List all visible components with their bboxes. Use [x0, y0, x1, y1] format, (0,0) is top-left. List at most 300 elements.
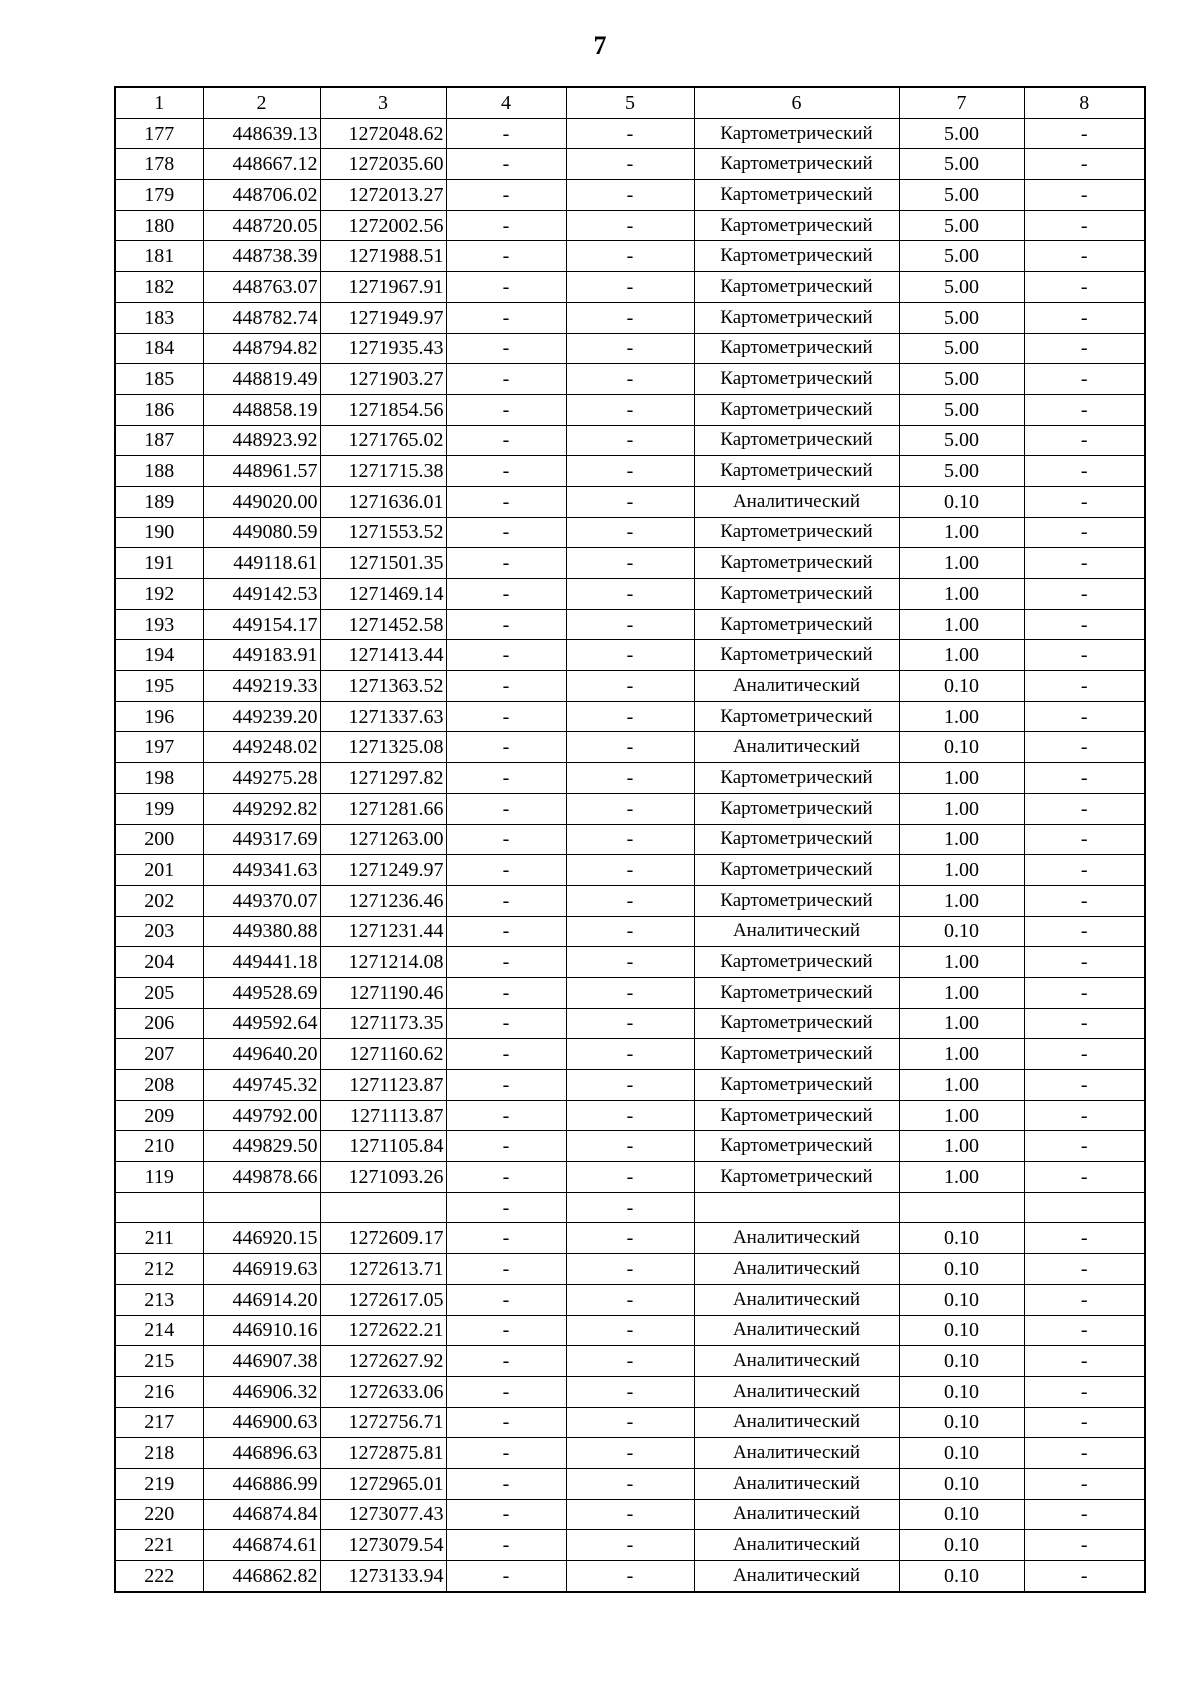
- table-row: [115, 824, 1145, 855]
- column-8-cell: -: [1024, 486, 1145, 517]
- x-coordinate-cell: 448782.74: [203, 302, 320, 333]
- x-coordinate-cell: 449640.20: [203, 1039, 320, 1070]
- method-cell: Картометрический: [694, 1008, 899, 1039]
- table-row: [115, 1376, 1145, 1407]
- point-number-cell: 212: [115, 1254, 203, 1285]
- column-8-cell: -: [1024, 364, 1145, 395]
- column-5-cell: -: [566, 118, 694, 149]
- column-4-cell: -: [446, 548, 566, 579]
- method-cell: Аналитический: [694, 1499, 899, 1530]
- table-row: [115, 548, 1145, 579]
- accuracy-cell: 1.00: [899, 855, 1024, 886]
- point-number-cell: 221: [115, 1530, 203, 1561]
- x-coordinate-cell: 449020.00: [203, 486, 320, 517]
- point-number-cell: 206: [115, 1008, 203, 1039]
- x-coordinate-cell: 446920.15: [203, 1223, 320, 1254]
- method-cell: Аналитический: [694, 671, 899, 702]
- column-5-cell: -: [566, 640, 694, 671]
- accuracy-cell: 0.10: [899, 1315, 1024, 1346]
- column-8-cell: -: [1024, 609, 1145, 640]
- column-5-cell: -: [566, 1530, 694, 1561]
- accuracy-cell: 1.00: [899, 640, 1024, 671]
- x-coordinate-cell: [203, 1192, 320, 1223]
- point-number-cell: 192: [115, 579, 203, 610]
- y-coordinate-cell: 1273133.94: [320, 1561, 446, 1592]
- x-coordinate-cell: 448720.05: [203, 210, 320, 241]
- column-4-cell: -: [446, 394, 566, 425]
- y-coordinate-cell: 1271105.84: [320, 1131, 446, 1162]
- column-4-cell: -: [446, 1468, 566, 1499]
- column-header-6: 6: [694, 87, 899, 118]
- column-8-cell: -: [1024, 947, 1145, 978]
- x-coordinate-cell: 449380.88: [203, 916, 320, 947]
- column-5-cell: -: [566, 364, 694, 395]
- method-cell: Аналитический: [694, 916, 899, 947]
- x-coordinate-cell: 448923.92: [203, 425, 320, 456]
- method-cell: Картометрический: [694, 855, 899, 886]
- table-row: [115, 149, 1145, 180]
- column-4-cell: -: [446, 1499, 566, 1530]
- x-coordinate-cell: 448667.12: [203, 149, 320, 180]
- point-number-cell: 199: [115, 793, 203, 824]
- column-4-cell: -: [446, 118, 566, 149]
- column-8-cell: -: [1024, 885, 1145, 916]
- y-coordinate-cell: 1271553.52: [320, 517, 446, 548]
- table-body: [115, 118, 1145, 1592]
- column-header-7: 7: [899, 87, 1024, 118]
- point-number-cell: 184: [115, 333, 203, 364]
- table-row: [115, 609, 1145, 640]
- column-4-cell: -: [446, 180, 566, 211]
- column-5-cell: -: [566, 1407, 694, 1438]
- point-number-cell: 188: [115, 456, 203, 487]
- y-coordinate-cell: 1271231.44: [320, 916, 446, 947]
- column-8-cell: -: [1024, 701, 1145, 732]
- column-8-cell: -: [1024, 333, 1145, 364]
- x-coordinate-cell: 448639.13: [203, 118, 320, 149]
- column-8-cell: -: [1024, 763, 1145, 794]
- accuracy-cell: 1.00: [899, 548, 1024, 579]
- point-number-cell: 217: [115, 1407, 203, 1438]
- column-8-cell: -: [1024, 1315, 1145, 1346]
- column-8-cell: -: [1024, 1284, 1145, 1315]
- column-4-cell: -: [446, 1131, 566, 1162]
- accuracy-cell: 0.10: [899, 1530, 1024, 1561]
- x-coordinate-cell: 449292.82: [203, 793, 320, 824]
- column-4-cell: -: [446, 793, 566, 824]
- point-number-cell: 204: [115, 947, 203, 978]
- accuracy-cell: 5.00: [899, 394, 1024, 425]
- column-8-cell: -: [1024, 1346, 1145, 1377]
- x-coordinate-cell: 449745.32: [203, 1070, 320, 1101]
- column-4-cell: -: [446, 609, 566, 640]
- point-number-cell: 198: [115, 763, 203, 794]
- method-cell: [694, 1192, 899, 1223]
- column-header-5: 5: [566, 87, 694, 118]
- column-8-cell: -: [1024, 302, 1145, 333]
- point-number-cell: 182: [115, 272, 203, 303]
- y-coordinate-cell: 1271113.87: [320, 1100, 446, 1131]
- point-number-cell: 181: [115, 241, 203, 272]
- column-5-cell: -: [566, 302, 694, 333]
- accuracy-cell: 5.00: [899, 425, 1024, 456]
- column-4-cell: -: [446, 1561, 566, 1592]
- accuracy-cell: 1.00: [899, 1162, 1024, 1193]
- column-8-cell: -: [1024, 394, 1145, 425]
- column-8-cell: -: [1024, 1008, 1145, 1039]
- accuracy-cell: 0.10: [899, 1254, 1024, 1285]
- y-coordinate-cell: 1271967.91: [320, 272, 446, 303]
- column-4-cell: -: [446, 977, 566, 1008]
- x-coordinate-cell: 448706.02: [203, 180, 320, 211]
- y-coordinate-cell: 1271452.58: [320, 609, 446, 640]
- column-4-cell: -: [446, 885, 566, 916]
- accuracy-cell: 0.10: [899, 671, 1024, 702]
- method-cell: Аналитический: [694, 1254, 899, 1285]
- y-coordinate-cell: 1272627.92: [320, 1346, 446, 1377]
- column-5-cell: -: [566, 486, 694, 517]
- point-number-cell: 201: [115, 855, 203, 886]
- point-number-cell: 210: [115, 1131, 203, 1162]
- column-4-cell: -: [446, 1162, 566, 1193]
- point-number-cell: 187: [115, 425, 203, 456]
- x-coordinate-cell: 448794.82: [203, 333, 320, 364]
- table-row: [115, 364, 1145, 395]
- point-number-cell: 209: [115, 1100, 203, 1131]
- x-coordinate-cell: 446906.32: [203, 1376, 320, 1407]
- column-header-2: 2: [203, 87, 320, 118]
- method-cell: Аналитический: [694, 1315, 899, 1346]
- x-coordinate-cell: 449792.00: [203, 1100, 320, 1131]
- x-coordinate-cell: 449592.64: [203, 1008, 320, 1039]
- method-cell: Картометрический: [694, 180, 899, 211]
- column-5-cell: -: [566, 548, 694, 579]
- column-8-cell: -: [1024, 1407, 1145, 1438]
- y-coordinate-cell: 1272035.60: [320, 149, 446, 180]
- method-cell: Картометрический: [694, 1131, 899, 1162]
- column-5-cell: -: [566, 394, 694, 425]
- column-header-1: 1: [115, 87, 203, 118]
- x-coordinate-cell: 448819.49: [203, 364, 320, 395]
- y-coordinate-cell: 1271636.01: [320, 486, 446, 517]
- column-4-cell: -: [446, 824, 566, 855]
- column-5-cell: -: [566, 916, 694, 947]
- point-number-cell: 216: [115, 1376, 203, 1407]
- y-coordinate-cell: 1271249.97: [320, 855, 446, 886]
- column-4-cell: -: [446, 1407, 566, 1438]
- accuracy-cell: 1.00: [899, 517, 1024, 548]
- x-coordinate-cell: 449183.91: [203, 640, 320, 671]
- table-row: [115, 793, 1145, 824]
- x-coordinate-cell: 449154.17: [203, 609, 320, 640]
- table-row: [115, 1039, 1145, 1070]
- table-row: [115, 1223, 1145, 1254]
- x-coordinate-cell: 446886.99: [203, 1468, 320, 1499]
- y-coordinate-cell: 1271903.27: [320, 364, 446, 395]
- x-coordinate-cell: 449080.59: [203, 517, 320, 548]
- table-row: [115, 1530, 1145, 1561]
- column-8-cell: -: [1024, 1376, 1145, 1407]
- method-cell: Картометрический: [694, 640, 899, 671]
- column-5-cell: -: [566, 272, 694, 303]
- column-4-cell: -: [446, 210, 566, 241]
- point-number-cell: [115, 1192, 203, 1223]
- accuracy-cell: 1.00: [899, 1131, 1024, 1162]
- column-4-cell: -: [446, 1008, 566, 1039]
- column-5-cell: -: [566, 701, 694, 732]
- method-cell: Картометрический: [694, 302, 899, 333]
- column-4-cell: -: [446, 1254, 566, 1285]
- table-row: [115, 1192, 1145, 1223]
- column-8-cell: -: [1024, 1223, 1145, 1254]
- column-8-cell: -: [1024, 118, 1145, 149]
- y-coordinate-cell: 1272002.56: [320, 210, 446, 241]
- table-row: [115, 1346, 1145, 1377]
- column-4-cell: -: [446, 486, 566, 517]
- table-row: [115, 1284, 1145, 1315]
- y-coordinate-cell: 1271123.87: [320, 1070, 446, 1101]
- column-5-cell: -: [566, 855, 694, 886]
- x-coordinate-cell: 448961.57: [203, 456, 320, 487]
- x-coordinate-cell: 446907.38: [203, 1346, 320, 1377]
- column-8-cell: -: [1024, 1530, 1145, 1561]
- accuracy-cell: 1.00: [899, 1100, 1024, 1131]
- column-5-cell: -: [566, 885, 694, 916]
- column-5-cell: -: [566, 1223, 694, 1254]
- accuracy-cell: 5.00: [899, 118, 1024, 149]
- x-coordinate-cell: 449341.63: [203, 855, 320, 886]
- y-coordinate-cell: 1271214.08: [320, 947, 446, 978]
- method-cell: Аналитический: [694, 1284, 899, 1315]
- column-8-cell: -: [1024, 548, 1145, 579]
- method-cell: Картометрический: [694, 364, 899, 395]
- column-8-cell: -: [1024, 241, 1145, 272]
- column-4-cell: -: [446, 1284, 566, 1315]
- y-coordinate-cell: 1271236.46: [320, 885, 446, 916]
- column-5-cell: -: [566, 763, 694, 794]
- method-cell: Аналитический: [694, 1346, 899, 1377]
- accuracy-cell: 5.00: [899, 272, 1024, 303]
- column-5-cell: -: [566, 1162, 694, 1193]
- column-8-cell: -: [1024, 180, 1145, 211]
- method-cell: Картометрический: [694, 1039, 899, 1070]
- column-5-cell: -: [566, 456, 694, 487]
- column-4-cell: -: [446, 333, 566, 364]
- accuracy-cell: 0.10: [899, 1561, 1024, 1592]
- y-coordinate-cell: [320, 1192, 446, 1223]
- column-8-cell: -: [1024, 272, 1145, 303]
- column-4-cell: -: [446, 1376, 566, 1407]
- table-row: [115, 947, 1145, 978]
- accuracy-cell: 5.00: [899, 302, 1024, 333]
- point-number-cell: 186: [115, 394, 203, 425]
- x-coordinate-cell: 449878.66: [203, 1162, 320, 1193]
- accuracy-cell: 5.00: [899, 149, 1024, 180]
- column-8-cell: -: [1024, 793, 1145, 824]
- column-4-cell: -: [446, 272, 566, 303]
- column-8-cell: -: [1024, 640, 1145, 671]
- accuracy-cell: 0.10: [899, 1284, 1024, 1315]
- method-cell: Картометрический: [694, 977, 899, 1008]
- accuracy-cell: 1.00: [899, 885, 1024, 916]
- column-5-cell: -: [566, 609, 694, 640]
- x-coordinate-cell: 449248.02: [203, 732, 320, 763]
- method-cell: Аналитический: [694, 1530, 899, 1561]
- column-8-cell: -: [1024, 1561, 1145, 1592]
- column-5-cell: -: [566, 241, 694, 272]
- column-4-cell: -: [446, 579, 566, 610]
- x-coordinate-cell: 449528.69: [203, 977, 320, 1008]
- table-row: [115, 701, 1145, 732]
- accuracy-cell: 1.00: [899, 947, 1024, 978]
- column-header-4: 4: [446, 87, 566, 118]
- accuracy-cell: 1.00: [899, 1008, 1024, 1039]
- x-coordinate-cell: 446900.63: [203, 1407, 320, 1438]
- accuracy-cell: 0.10: [899, 486, 1024, 517]
- column-4-cell: -: [446, 1100, 566, 1131]
- method-cell: Аналитический: [694, 486, 899, 517]
- method-cell: Аналитический: [694, 1407, 899, 1438]
- point-number-cell: 218: [115, 1438, 203, 1469]
- column-4-cell: -: [446, 1070, 566, 1101]
- method-cell: Картометрический: [694, 763, 899, 794]
- point-number-cell: 208: [115, 1070, 203, 1101]
- y-coordinate-cell: 1271501.35: [320, 548, 446, 579]
- column-5-cell: -: [566, 1499, 694, 1530]
- column-8-cell: -: [1024, 579, 1145, 610]
- column-5-cell: -: [566, 1131, 694, 1162]
- point-number-cell: 177: [115, 118, 203, 149]
- accuracy-cell: 0.10: [899, 1223, 1024, 1254]
- table-row: [115, 1315, 1145, 1346]
- point-number-cell: 119: [115, 1162, 203, 1193]
- column-4-cell: -: [446, 732, 566, 763]
- column-5-cell: -: [566, 732, 694, 763]
- column-4-cell: -: [446, 947, 566, 978]
- column-5-cell: -: [566, 210, 694, 241]
- y-coordinate-cell: 1271988.51: [320, 241, 446, 272]
- point-number-cell: 215: [115, 1346, 203, 1377]
- point-number-cell: 203: [115, 916, 203, 947]
- method-cell: Аналитический: [694, 1438, 899, 1469]
- point-number-cell: 197: [115, 732, 203, 763]
- table-row: [115, 916, 1145, 947]
- point-number-cell: 195: [115, 671, 203, 702]
- table-row: [115, 425, 1145, 456]
- column-8-cell: -: [1024, 1100, 1145, 1131]
- table-row: [115, 210, 1145, 241]
- table-row: [115, 1162, 1145, 1193]
- column-8-cell: -: [1024, 1468, 1145, 1499]
- column-8-cell: -: [1024, 456, 1145, 487]
- column-5-cell: -: [566, 1039, 694, 1070]
- column-4-cell: -: [446, 701, 566, 732]
- column-5-cell: -: [566, 793, 694, 824]
- y-coordinate-cell: 1271093.26: [320, 1162, 446, 1193]
- method-cell: Картометрический: [694, 333, 899, 364]
- x-coordinate-cell: 449317.69: [203, 824, 320, 855]
- method-cell: Картометрический: [694, 517, 899, 548]
- table-row: [115, 977, 1145, 1008]
- method-cell: Картометрический: [694, 394, 899, 425]
- accuracy-cell: 1.00: [899, 824, 1024, 855]
- point-number-cell: 179: [115, 180, 203, 211]
- accuracy-cell: 5.00: [899, 333, 1024, 364]
- column-5-cell: -: [566, 333, 694, 364]
- column-5-cell: -: [566, 947, 694, 978]
- column-8-cell: -: [1024, 1162, 1145, 1193]
- table-row: [115, 1438, 1145, 1469]
- point-number-cell: 219: [115, 1468, 203, 1499]
- method-cell: Картометрический: [694, 272, 899, 303]
- point-number-cell: 180: [115, 210, 203, 241]
- point-number-cell: 185: [115, 364, 203, 395]
- table-header: [115, 87, 1145, 118]
- column-4-cell: -: [446, 1039, 566, 1070]
- y-coordinate-cell: 1272613.71: [320, 1254, 446, 1285]
- column-8-cell: -: [1024, 1070, 1145, 1101]
- accuracy-cell: 0.10: [899, 1468, 1024, 1499]
- y-coordinate-cell: 1271469.14: [320, 579, 446, 610]
- column-4-cell: -: [446, 149, 566, 180]
- x-coordinate-cell: 446874.84: [203, 1499, 320, 1530]
- column-5-cell: -: [566, 1008, 694, 1039]
- y-coordinate-cell: 1272633.06: [320, 1376, 446, 1407]
- coordinates-table: [114, 86, 1146, 1593]
- accuracy-cell: 0.10: [899, 1376, 1024, 1407]
- column-4-cell: -: [446, 364, 566, 395]
- x-coordinate-cell: 449239.20: [203, 701, 320, 732]
- method-cell: Картометрический: [694, 1162, 899, 1193]
- method-cell: Картометрический: [694, 1100, 899, 1131]
- table-row: [115, 1131, 1145, 1162]
- column-5-cell: -: [566, 1438, 694, 1469]
- method-cell: Картометрический: [694, 701, 899, 732]
- accuracy-cell: 0.10: [899, 916, 1024, 947]
- point-number-cell: 191: [115, 548, 203, 579]
- page-number: 7: [593, 31, 607, 60]
- method-cell: Картометрический: [694, 609, 899, 640]
- accuracy-cell: 0.10: [899, 1407, 1024, 1438]
- point-number-cell: 196: [115, 701, 203, 732]
- x-coordinate-cell: 449118.61: [203, 548, 320, 579]
- x-coordinate-cell: 446862.82: [203, 1561, 320, 1592]
- y-coordinate-cell: 1272013.27: [320, 180, 446, 211]
- point-number-cell: 183: [115, 302, 203, 333]
- column-4-cell: -: [446, 1223, 566, 1254]
- method-cell: Картометрический: [694, 824, 899, 855]
- y-coordinate-cell: 1272617.05: [320, 1284, 446, 1315]
- y-coordinate-cell: 1272048.62: [320, 118, 446, 149]
- y-coordinate-cell: 1271263.00: [320, 824, 446, 855]
- point-number-cell: 194: [115, 640, 203, 671]
- y-coordinate-cell: 1271949.97: [320, 302, 446, 333]
- accuracy-cell: 1.00: [899, 1039, 1024, 1070]
- column-4-cell: -: [446, 1315, 566, 1346]
- table-row: [115, 1499, 1145, 1530]
- point-number-cell: 220: [115, 1499, 203, 1530]
- accuracy-cell: 1.00: [899, 701, 1024, 732]
- column-8-cell: -: [1024, 732, 1145, 763]
- column-8-cell: -: [1024, 824, 1145, 855]
- column-5-cell: -: [566, 1315, 694, 1346]
- column-4-cell: -: [446, 241, 566, 272]
- method-cell: Картометрический: [694, 210, 899, 241]
- header-row: [115, 87, 1145, 118]
- y-coordinate-cell: 1271325.08: [320, 732, 446, 763]
- y-coordinate-cell: 1271337.63: [320, 701, 446, 732]
- accuracy-cell: 1.00: [899, 977, 1024, 1008]
